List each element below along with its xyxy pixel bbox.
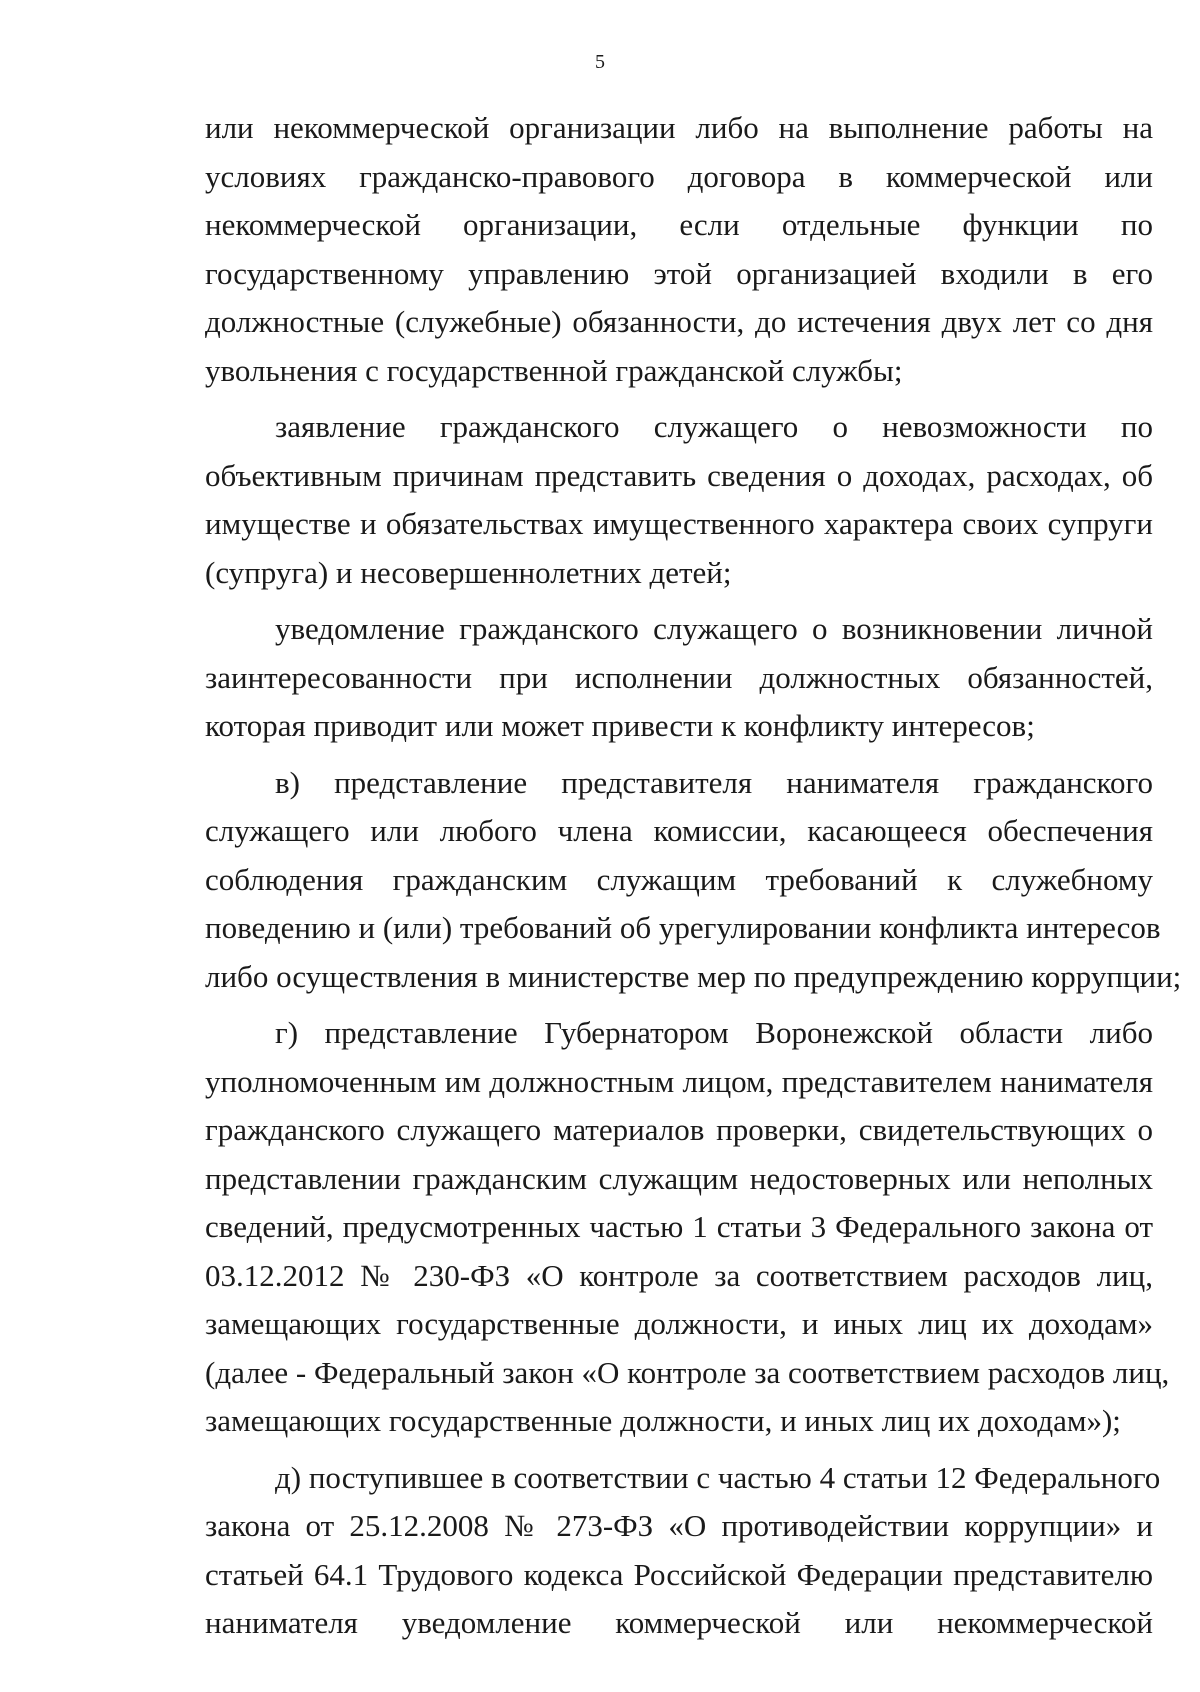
text-line: государственному управлению этой организацией входили в его [205,255,1153,291]
text-line: статьей 64.1 Трудового кодекса Российской Федерации представителю [205,1556,1153,1592]
text-line: г) представление Губернатором Воронежской области либо [275,1015,1153,1050]
text-line: гражданского служащего материалов проверки, свидетельствующих о [205,1112,1153,1147]
text-line: замещающих государственные должности, и иных лиц их доходам» [205,1306,1153,1341]
text-line: 03.12.2012 № 230-ФЗ «О контроле за соответствием расходов лиц, [205,1257,1153,1293]
text-line: объективным причинам представить сведения о доходах, расходах, об [205,457,1153,493]
text-line: уполномоченным им должностным лицом, представителем нанимателя [205,1063,1153,1099]
text-line: либо осуществления в министерстве мер по предупреждению коррупции; [205,958,1182,994]
text-line: представлении гражданским служащим недостоверных или неполных [205,1160,1153,1196]
text-line: должностные (служебные) обязанности, до истечения двух лет со дня [205,304,1153,339]
text-line: заявление гражданского служащего о невозможности по [275,409,1153,444]
document-body [205,104,1182,1648]
text-line: закона от 25.12.2008 № 273-ФЗ «О противодействии коррупции» и [205,1508,1153,1543]
text-line: замещающих государственные должности, и иных лиц их доходам»); [205,1403,1121,1438]
paragraph-continuation [205,104,1153,395]
text-line: заинтересованности при исполнении должностных обязанностей, [205,659,1153,695]
text-line: (далее - Федеральный закон «О контроле за соответствием расходов лиц, [205,1354,1170,1390]
paragraph-notification [205,605,1153,751]
text-line: нанимателя уведомление коммерческой или некоммерческой [205,1605,1153,1640]
text-line: служащего или любого члена комиссии, касающееся обеспечения [205,813,1153,848]
text-line: поведению и (или) требований об урегулировании конфликта интересов [205,910,1161,945]
text-line: д) поступившее в соответствии с частью 4 статьи 12 Федерального [275,1459,1161,1495]
paragraph-statement [205,403,1153,597]
text-line: имуществе и обязательствах имущественного характера своих супруги [205,506,1153,541]
page-number: 5 [595,51,605,73]
paragraph-item-g [205,1009,1170,1446]
text-line: уведомление гражданского служащего о возникновении личной [275,611,1153,646]
paragraph-item-v [205,759,1182,1002]
text-line: в) представление представителя нанимателя гражданского [275,764,1153,800]
text-line: которая приводит или может привести к конфликту интересов; [205,708,1035,743]
text-line: некоммерческой организации, если отдельные функции по [205,207,1153,242]
text-line: условиях гражданско-правового договора в коммерческой или [205,158,1153,194]
text-line: увольнения с государственной гражданской службы; [205,352,903,388]
text-line: соблюдения гражданским служащим требований к служебному [205,861,1153,897]
text-line: (супруга) и несовершеннолетних детей; [205,554,732,590]
paragraph-item-d [205,1454,1161,1648]
text-line: или некоммерческой организации либо на выполнение работы на [205,110,1153,145]
text-line: сведений, предусмотренных частью 1 статьи 3 Федерального закона от [205,1209,1153,1244]
